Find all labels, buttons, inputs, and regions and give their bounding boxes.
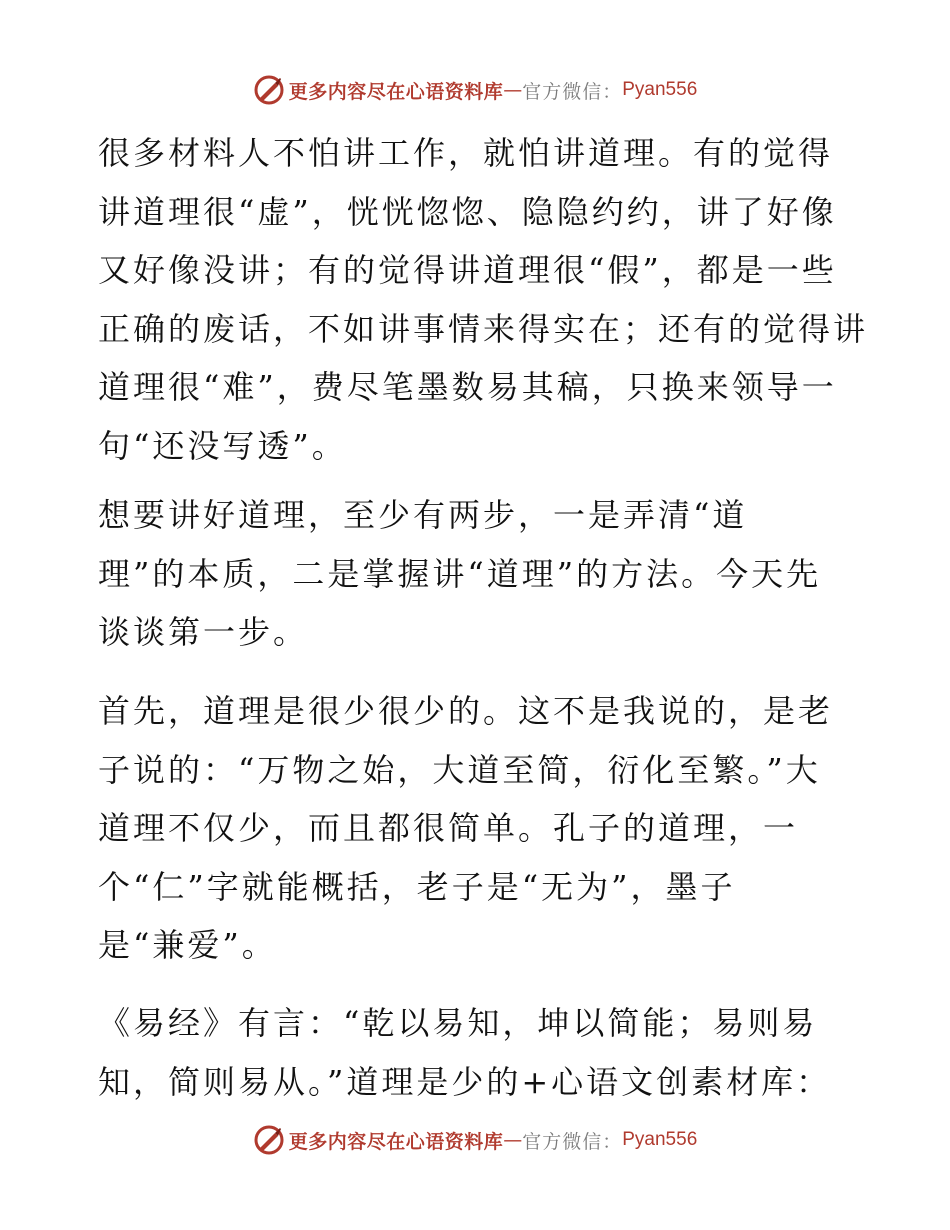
text-line: 句“还没写透”。 <box>98 426 347 465</box>
footer-banner <box>0 1123 950 1157</box>
text-line: 理”的本质，二是掌握讲“道理”的方法。今天先 <box>98 554 822 593</box>
text-line: 道理很“难”，费尽笔墨数易其稿，只换来领导一 <box>98 368 837 406</box>
text-line: 想要讲好道理，至少有两步，一是弄清“道 <box>98 496 748 534</box>
banner-wechat-id: Pyan556 <box>622 1129 698 1150</box>
quill-seal-icon <box>253 1124 285 1156</box>
banner-wechat-id: Pyan556 <box>622 79 698 100</box>
paragraph-4 <box>98 994 850 1111</box>
banner-dash: — <box>503 1129 523 1151</box>
text-line: 又好像没讲；有的觉得讲道理很“假”，都是一些 <box>98 251 837 289</box>
text-line: 讲道理很“虚”，恍恍惚惚、隐隐约约，讲了好像 <box>98 192 837 231</box>
text-line: 道理不仅少，而且都很简单。孔子的道理，一 <box>98 809 799 847</box>
banner-brand-text: 更多内容尽在心语资料库 <box>288 1130 504 1153</box>
text-line: 是“兼爱”。 <box>98 926 277 964</box>
text-line: 首先，道理是很少很少的。这不是我说的，是老 <box>98 692 834 730</box>
text-line: 《易经》有言：“乾以易知，坤以简能；易则易 <box>98 1004 818 1042</box>
paragraph-1 <box>98 124 869 475</box>
banner-official-label: 官方微信： <box>522 1130 623 1153</box>
banner-dash: — <box>503 79 523 101</box>
banner-brand-text: 更多内容尽在心语资料库 <box>288 80 504 103</box>
paragraph-2 <box>98 486 850 662</box>
text-line: 正确的废话，不如讲事情来得实在；还有的觉得讲 <box>98 309 869 348</box>
text-line: 谈谈第一步。 <box>98 613 309 651</box>
header-banner <box>0 73 950 107</box>
paragraph-3 <box>98 682 850 975</box>
quill-seal-icon <box>253 74 285 106</box>
banner-official-label: 官方微信： <box>522 80 623 103</box>
text-line: 知，简则易从。”道理是少的+心语文创素材库： <box>98 1062 832 1101</box>
text-line: 很多材料人不怕讲工作，就怕讲道理。有的觉得 <box>98 134 834 172</box>
text-line: 个“仁”字就能概括，老子是“无为”，墨子 <box>98 867 736 906</box>
text-line: 子说的：“万物之始，大道至简，衍化至繁。”大 <box>98 750 821 789</box>
